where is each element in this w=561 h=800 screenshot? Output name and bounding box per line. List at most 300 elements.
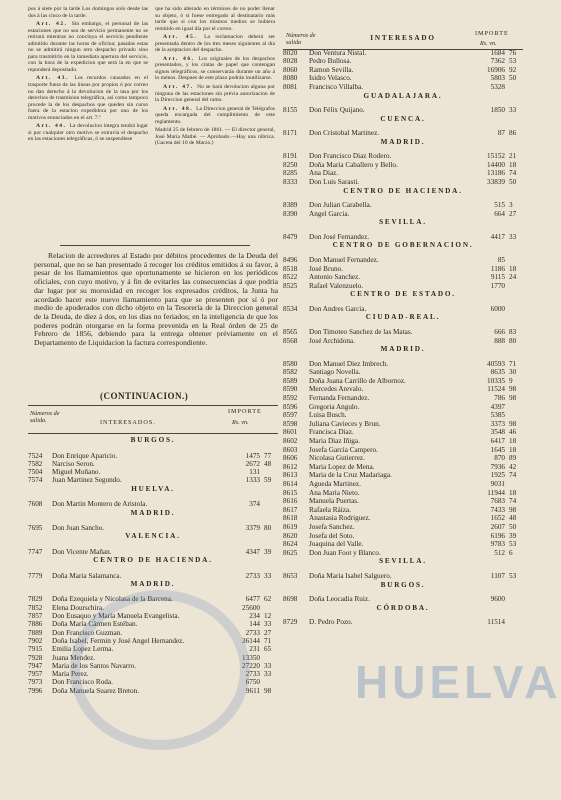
creditor-name: Ana Maria Nieto. [309, 488, 360, 497]
exit-number: 8614 [283, 480, 298, 488]
amount-cents: 33 [264, 620, 272, 629]
exit-number: 8525 [283, 281, 298, 290]
table-row [283, 497, 523, 506]
table-row [283, 514, 523, 523]
exit-number: 7779 [28, 571, 43, 580]
table-header-top-rule [28, 405, 278, 406]
table-row [28, 460, 278, 468]
creditor-name: Don Francisco Diaz Rodero. [309, 152, 392, 161]
amount-cents: 33 [264, 571, 272, 580]
region-section-heading: CUENCA. [380, 114, 426, 123]
amount-reales: 2733 [245, 670, 260, 679]
creditor-name: Don Enrique Aparicio. [52, 451, 118, 460]
article-paragraph [155, 6, 275, 32]
table-row [283, 256, 523, 265]
exit-number: 8698 [283, 595, 298, 603]
amount-reales: 144 [249, 620, 260, 629]
amount-reales: 7433 [490, 505, 505, 514]
region-section-heading: MADRID. [380, 345, 426, 354]
exit-number: 8518 [283, 264, 298, 273]
creditor-name: Josefa del Soto. [309, 531, 355, 540]
exit-number: 8250 [283, 160, 298, 169]
amount-reales: 11514 [487, 618, 505, 627]
table-row [283, 161, 523, 170]
amount-cents: 92 [509, 65, 517, 74]
creditor-name: Juana Mendez. [52, 653, 96, 662]
exit-number: 8534 [283, 304, 298, 313]
creditor-name: Don Manuel Fernandez. [309, 255, 379, 264]
region-section-heading: INTERESADO [370, 34, 436, 42]
region-section-heading: BURGOS. [130, 436, 176, 444]
amount-cents: 74 [509, 169, 517, 178]
library-seal-watermark [70, 590, 250, 750]
article-number: Art. 48. [163, 105, 197, 112]
amount-cents: 74 [509, 497, 517, 506]
amount-reales: 40593 [487, 359, 505, 368]
creditor-name: Don Manuel Diez Imbrech. [309, 359, 389, 368]
table-row [28, 548, 278, 556]
exit-number: 8617 [283, 505, 298, 514]
table-row [283, 83, 523, 92]
table-row [283, 57, 523, 66]
amount-cents: 46 [509, 428, 517, 437]
table-row [283, 532, 523, 541]
creditor-name: Anastasia Rodriguez. [309, 514, 371, 523]
amount-cents: 6 [509, 548, 513, 557]
creditor-name: Juliana Cavieces y Brun. [309, 419, 381, 428]
amount-reales: 1333 [245, 476, 260, 485]
article-paragraph [155, 127, 275, 147]
amount-reales: 2607 [490, 523, 505, 531]
creditor-name: Rafael Valenzuelo. [309, 281, 364, 290]
table-row [283, 328, 523, 337]
amount-reales: 6750 [245, 678, 260, 687]
exit-number: 7829 [28, 595, 43, 604]
exit-number: 8479 [283, 232, 298, 241]
exit-number: 8080 [283, 74, 298, 83]
creditor-name: José Archidona. [309, 336, 355, 345]
creditor-name: D. Pedro Pozo. [309, 618, 353, 627]
exit-number: 7889 [28, 628, 43, 637]
table-row [28, 500, 278, 508]
region-section-heading: MADRID. [380, 137, 426, 146]
exit-number: 8285 [283, 169, 298, 178]
table-row [283, 169, 523, 178]
amount-reales: 3548 [490, 428, 505, 437]
creditor-name: Manuela Puertas. [309, 497, 359, 506]
exit-number: 8592 [283, 394, 298, 402]
table-row [283, 305, 523, 314]
table-row [283, 49, 523, 58]
exit-number: 8028 [283, 57, 298, 66]
table-row [283, 428, 523, 437]
amount-cents: 42 [509, 462, 517, 471]
creditor-name: Don Juan Sancho. [52, 524, 105, 532]
article-text: Sin embargo, el personal de las estaciones que no sea de servicio permanente no se retirará mientras no concluya el servicio pendiente admitido durante las horas de oficina; pasadas estas no se admitirá ningun otro despacho privado sino para trasmitirlo en la inmediata apertura del servicio, con la hora de la expedicion que será la en que se reponderá depositado. [28, 21, 148, 73]
table-row [283, 368, 523, 377]
table-row [283, 540, 523, 549]
right-header-amount: IMPORTE [475, 30, 509, 37]
right-header-numbers: Números de salida [286, 32, 316, 46]
table-row [283, 152, 523, 161]
table-row [283, 66, 523, 75]
exit-number: 8615 [283, 488, 298, 497]
article-text: Los recurdos causados en el trasporte fuera de las líneas por propios ó por correo no dan derecho á la devolucion de la tasa por los derechos de trasmision telegráfica, así como tampoco procede la de los despachos que queden sin curso fuera de la estacion expedidora por uno de los motivos enunciados en el art. 7.º [28, 75, 148, 121]
amount-cents: 53 [509, 540, 517, 549]
amount-reales: 25600 [242, 603, 260, 612]
amount-reales: 16906 [487, 65, 505, 74]
exit-number: 8590 [283, 385, 298, 394]
exit-number: 7608 [28, 500, 43, 509]
creditor-name: Maria Lopez de Mena. [309, 462, 375, 471]
amount-cents: 50 [509, 74, 517, 83]
amount-reales: 666 [494, 327, 505, 336]
exit-number: 7852 [28, 603, 43, 612]
exit-number: 7915 [28, 645, 43, 654]
creditor-name: Doña Maria Salamanca. [52, 571, 122, 580]
table-row [283, 618, 523, 627]
creditor-name: Agueda Martinez. [309, 480, 361, 488]
creditor-name: Fernanda Fernandez. [309, 394, 370, 402]
exit-number: 8390 [283, 209, 298, 218]
creditor-name: Elena Dourschira. [52, 603, 104, 612]
exit-number: 7857 [28, 612, 43, 620]
amount-reales: 1475 [245, 451, 260, 460]
exit-number: 8598 [283, 419, 298, 428]
amount-reales: 1684 [490, 48, 505, 57]
amount-reales: 5803 [490, 74, 505, 83]
exit-number: 7524 [28, 451, 43, 460]
exit-number: 7574 [28, 476, 43, 485]
amount-reales: 5385 [490, 411, 505, 420]
table-row [283, 282, 523, 291]
table-row [283, 437, 523, 446]
amount-reales: 13186 [487, 169, 505, 178]
exit-number: 7902 [28, 636, 43, 645]
exit-number: 8618 [283, 514, 298, 523]
creditor-name: Luisa Busch. [309, 411, 347, 420]
amount-cents: 65 [264, 645, 272, 654]
exit-number: 7747 [28, 547, 43, 556]
article-text: La reclamacion deberá ser presentada dentro de los tres meses siguientes al día de la aceptacion del despacho. [155, 34, 275, 54]
table-row [283, 463, 523, 472]
article-paragraph [155, 84, 275, 104]
exit-number: 8389 [283, 201, 298, 210]
amount-reales: 515 [494, 201, 505, 210]
article-text: La Direccion general de Telégrafos queda encargada del cumplimiento de este reglamento. [155, 105, 275, 125]
amount-cents: 86 [509, 129, 517, 138]
creditor-name: Doña Manuela Suarez Breton. [52, 686, 140, 695]
creditor-name: Josefa Garcia Campero. [309, 445, 378, 454]
amount-cents: 50 [509, 178, 517, 186]
amount-cents: 18 [509, 445, 517, 454]
creditor-name: Don Timoteo Sanchez de las Matas. [309, 327, 413, 336]
exit-number: 8568 [283, 336, 298, 345]
creditor-name: Doña Ezequiela y Nicolasa de la Barcena. [52, 595, 173, 604]
amount-reales: 36144 [242, 636, 260, 645]
creditor-name: Doña Isabel, Fermin y José Angel Hernandez. [52, 636, 185, 645]
creditor-name: Don Vicente Mañan. [52, 547, 112, 556]
article-text: Madrid 25 de febrero de 1861. — El director general, José María Mathé. — Aprobado.—Hay una rúbrica. (Gaceta del 10 de Marzo.) [155, 127, 275, 147]
amount-reales: 11524 [487, 385, 505, 394]
amount-cents: 71 [264, 636, 272, 645]
left-header-interested: INTERESADOS. [100, 419, 156, 426]
exit-number: 8496 [283, 255, 298, 264]
amount-reales: 15152 [487, 152, 505, 161]
region-section-heading: CENTRO DE HACIENDA. [93, 556, 213, 565]
region-section-heading: SEVILLA. [379, 218, 427, 227]
amount-cents: 27 [509, 209, 517, 218]
region-section-heading: MADRID. [130, 508, 176, 517]
article-number: Art. 42. [36, 21, 72, 28]
article-text: No se hará devolucion alguna por ninguna de las estaciones sin prévia autorizacion de la Direccion general del ramo. [155, 84, 276, 104]
table-row [283, 572, 523, 581]
creditor-name: José Bruno. [309, 264, 343, 273]
amount-reales: 9611 [245, 686, 260, 695]
table-row [28, 524, 278, 532]
amount-cents: 89 [509, 454, 517, 463]
table-row [283, 385, 523, 394]
articles-left-column [28, 6, 148, 145]
amount-reales: 1925 [490, 471, 505, 480]
creditor-name: Santiago Novella. [309, 368, 361, 377]
table-header-bottom-rule [28, 433, 278, 434]
table-row [283, 129, 523, 138]
amount-reales: 87 [497, 129, 505, 138]
creditor-name: Josefa Sanchez. [309, 523, 355, 531]
article-text: La devolucion íntegra tendrá lugar si por cualquier otro motivo se extravía el despacho en las estaciones telegráficas, ó se suspendiese [28, 123, 148, 143]
creditor-name: Maria de la Cruz Madariaga. [309, 471, 392, 480]
table-row [283, 446, 523, 455]
region-section-heading: CENTRO DE GOBERNACION. [332, 241, 474, 250]
table-row [283, 420, 523, 429]
amount-cents: 18 [509, 437, 517, 445]
amount-cents: 18 [509, 488, 517, 497]
amount-cents: 98 [509, 505, 517, 514]
exit-number: 8624 [283, 540, 298, 549]
article-number: Art. 47. [163, 84, 198, 91]
table-row [28, 452, 278, 460]
amount-cents: 33 [264, 670, 272, 679]
creditors-notice [34, 252, 278, 348]
exit-number: 7996 [28, 686, 43, 695]
left-header-amount: IMPORTE [228, 408, 262, 415]
exit-number: 8602 [283, 437, 298, 445]
exit-number: 8589 [283, 376, 298, 385]
amount-cents: 59 [264, 476, 272, 485]
amount-reales: 14400 [487, 160, 505, 169]
amount-cents: 39 [509, 531, 517, 540]
exit-number: 8601 [283, 428, 298, 437]
exit-number: 8612 [283, 462, 298, 471]
article-paragraph [155, 106, 275, 126]
creditor-name: Doña Leocadia Ruiz. [309, 595, 370, 603]
amount-reales: 1850 [490, 106, 505, 114]
amount-cents: 33 [264, 661, 272, 670]
amount-reales: 8635 [490, 368, 505, 377]
amount-cents: 33 [509, 232, 517, 241]
table-row [283, 178, 523, 187]
creditor-name: Don Luis Sarasti. [309, 178, 360, 186]
creditor-name: Don Francisco Roda. [52, 678, 113, 687]
region-section-heading: BURGOS. [380, 580, 426, 589]
continuation-title: (CONTINUACION.) [100, 391, 189, 401]
exit-number: 8522 [283, 273, 298, 282]
exit-number: 8171 [283, 129, 298, 138]
amount-cents: 83 [509, 327, 517, 336]
amount-reales: 1652 [490, 514, 505, 523]
table-row [28, 468, 278, 476]
exit-number: 8191 [283, 152, 298, 161]
article-number: Art. 45. [163, 34, 205, 41]
exit-number: 8081 [283, 82, 298, 91]
exit-number: 8603 [283, 445, 298, 454]
creditor-name: Francisco Villalba. [309, 82, 364, 91]
amount-reales: 4417 [490, 232, 505, 241]
exit-number: 7957 [28, 670, 43, 679]
article-text: Los originales de los despachos presentados, y los cintas de papel que contengan signos telegráficos, se conservarán durante un año á lo ménos. Despues de este plazo podrán inutilizarse. [155, 55, 275, 82]
amount-reales: 3373 [490, 419, 505, 428]
exit-number: 8616 [283, 497, 298, 506]
exit-number: 8582 [283, 368, 298, 377]
article-paragraph [155, 56, 275, 82]
amount-cents: 39 [264, 547, 272, 556]
creditor-name: Juan Martinez Segundo. [52, 476, 122, 485]
amount-reales: 4347 [245, 547, 260, 556]
creditor-name: Don Francisco Guzman. [52, 628, 123, 637]
amount-reales: 5328 [490, 82, 505, 91]
exit-number: 8020 [283, 48, 298, 57]
table-row [283, 337, 523, 346]
left-header-numbers: Números de salida. [30, 410, 60, 424]
creditor-name: Maria Diaz Iñiga. [309, 437, 360, 445]
amount-reales: 231 [249, 645, 260, 654]
amount-cents: 98 [509, 385, 517, 394]
amount-cents: 77 [264, 451, 272, 460]
region-section-heading: CENTRO DE ESTADO. [350, 290, 456, 299]
amount-reales: 4397 [490, 402, 505, 411]
exit-number: 8597 [283, 411, 298, 420]
amount-reales: 6477 [245, 595, 260, 604]
amount-cents: 98 [509, 394, 517, 402]
creditor-name: Doña Maria Caballero y Bello. [309, 160, 398, 169]
exit-number: 8060 [283, 65, 298, 74]
table-row [283, 106, 523, 115]
amount-reales: 888 [494, 336, 505, 345]
creditor-name: Mercedes Arevalo. [309, 385, 364, 394]
exit-number: 7582 [28, 459, 43, 468]
amount-cents: 98 [264, 686, 272, 695]
articles-right-column [155, 6, 275, 149]
amount-reales: 664 [494, 209, 505, 218]
creditor-name: Don Félix Quijano. [309, 106, 365, 114]
article-paragraph [28, 75, 148, 121]
exit-number: 7928 [28, 653, 43, 662]
exit-number: 8565 [283, 327, 298, 336]
amount-reales: 374 [249, 500, 260, 509]
exit-number: 8613 [283, 471, 298, 480]
amount-reales: 870 [494, 454, 505, 463]
creditor-name: Don Ventura Nistal. [309, 48, 367, 57]
article-number: Art. 43. [36, 75, 75, 82]
amount-reales: 131 [249, 468, 260, 477]
creditor-name: Ramon Sevilla. [309, 65, 354, 74]
creditor-name: Emilia Lopez Lerma. [52, 645, 114, 654]
amount-reales: 9600 [490, 595, 505, 603]
creditor-name: Rafaela Ráiza. [309, 505, 351, 514]
amount-cents: 74 [509, 471, 517, 480]
amount-reales: 7683 [490, 497, 505, 506]
creditor-name: Gregoria Angulo. [309, 402, 360, 411]
article-paragraph [28, 6, 148, 19]
creditor-name: Pedro Bullosa. [309, 57, 352, 66]
exit-number: 8619 [283, 523, 298, 531]
amount-reales: 1107 [490, 571, 505, 580]
amount-reales: 9031 [490, 480, 505, 488]
notice-text: Relacion de acreedores al Estado por débitos procedentes de la Deuda del personal, que no se han presentado á recoger los créditos emitidos á su favor, á pesar de los llamamientos que oportunamente se hicieron en los periódicos oficiales, con cuyo motivo, y á fin de evitarles las consecuencias á que podria dar lugar por su morosidad en recoger los expresados créditos, la Junta ha acordado hacer este nuevo llamamiento para que se presenten por sí ó por medio de apoderados con dicho objeto en la Tesorería de la Direccion general de la Deuda, de diez á dos, en los dias no feriados; en la inteligencia de que los poderes podrán otorgarse en la forma prevenida en la Real órden de 25 de Febrero de 1856, debiendo para la entrega obtener préviamente en el Departamento de Liquidacion la factura correspondiente. [34, 251, 278, 348]
amount-cents: 9 [509, 376, 513, 385]
amount-cents: 80 [264, 524, 272, 532]
amount-reales: 786 [494, 394, 505, 402]
amount-reales: 33839 [487, 178, 505, 186]
exit-number: 8155 [283, 106, 298, 114]
creditor-name: Don José Fernandez. [309, 232, 370, 241]
creditor-name: Miguel Muñano. [52, 468, 101, 477]
table-row [283, 489, 523, 498]
amount-reales: 10335 [487, 376, 505, 385]
exit-number: 8333 [283, 178, 298, 186]
creditor-name: Doña Juana Carrillo de Albornoz. [309, 376, 406, 385]
amount-reales: 9115 [490, 273, 505, 282]
creditor-name: Don Eusaquo y María Manuela Evangelista. [52, 612, 180, 620]
amount-cents: 30 [509, 368, 517, 377]
region-section-heading: GUADALAJARA. [363, 91, 443, 100]
exit-number: 8620 [283, 531, 298, 540]
amount-reales: 3379 [245, 524, 260, 532]
creditor-name: Maria Perez. [52, 670, 89, 679]
amount-cents: 27 [264, 628, 272, 637]
creditor-name: Isidro Velasco. [309, 74, 352, 83]
creditor-name: Francisca Diaz. [309, 428, 354, 437]
amount-reales: 2733 [245, 571, 260, 580]
huelva-watermark: HUELVA [355, 656, 561, 708]
amount-cents: 33 [509, 106, 517, 114]
table-row [283, 506, 523, 515]
exit-number: 8580 [283, 359, 298, 368]
creditor-name: Don Juan Foot y Blanco. [309, 548, 381, 557]
article-paragraph [155, 34, 275, 54]
right-header-currency: Rs. vn. [480, 40, 497, 47]
table-row [283, 265, 523, 274]
amount-reales: 1770 [490, 281, 505, 290]
table-row [283, 201, 523, 210]
region-section-heading: CIUDAD-REAL. [365, 313, 441, 322]
exit-number: 8596 [283, 402, 298, 411]
creditor-name: Nicolasa Gutierrez. [309, 454, 365, 463]
left-header-currency: Rs. vn. [232, 419, 249, 426]
article-text: pos á siete por la tarde Los domingos solo desde las dos á las cinco de la tarde. [28, 6, 148, 19]
article-number: Art. 44. [36, 123, 70, 130]
region-section-heading: MADRID. [130, 579, 176, 588]
table-row [283, 403, 523, 412]
amount-reales: 9783 [490, 540, 505, 549]
table-row [283, 595, 523, 604]
article-number: Art. 46. [163, 55, 199, 62]
exit-number: 7973 [28, 678, 43, 687]
amount-cents: 18 [509, 264, 517, 273]
creditor-name: Don Andres Garcia. [309, 304, 367, 313]
exit-number: 8653 [283, 571, 298, 580]
